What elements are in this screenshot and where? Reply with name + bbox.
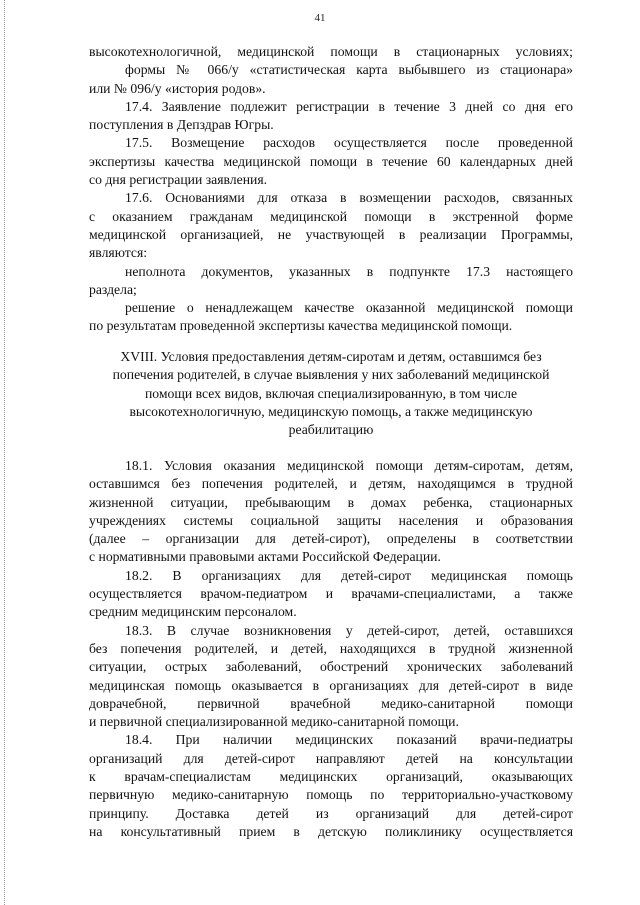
text-line: поступления в Депздрав Югры. bbox=[89, 117, 274, 133]
text-line: жизненной ситуации, пребывающим в домах ребенка, стационарных bbox=[89, 494, 573, 510]
text-line: со дня регистрации заявления. bbox=[89, 172, 268, 188]
text-line: (далее – организации для детей-сирот), определены в соответствии bbox=[89, 531, 573, 547]
text-line: формы № 066/у «статистическая карта выбывшего из стационара» bbox=[125, 62, 573, 78]
text-line: с нормативными правовыми актами Российской Федерации. bbox=[89, 549, 441, 565]
scan-edge-line bbox=[4, 0, 5, 905]
text-line: на консультативный прием в детскую поликлинику осуществляется bbox=[89, 823, 573, 839]
text-line: учреждениях системы социальной защиты населения и образования bbox=[89, 512, 573, 528]
text-line: и первичной специализированной медико-санитарной помощи. bbox=[89, 714, 459, 730]
text-line: экспертизы качества медицинской помощи в течение 60 календарных дней bbox=[89, 153, 573, 169]
text-line: ситуации, острых заболеваний, обострений хронических заболеваний bbox=[89, 659, 573, 675]
text-line: по результатам проведенной экспертизы качества медицинской помощи. bbox=[89, 318, 513, 334]
section-heading bbox=[89, 348, 573, 439]
text-line: 18.3. В случае возникновения у детей-сирот, детей, оставшихся bbox=[125, 622, 573, 638]
text-line: высокотехнологичной, медицинской помощи в стационарных условиях; bbox=[89, 44, 573, 59]
heading-line: XVIII. Условия предоставления детям-сиротам и детям, оставшимся без bbox=[120, 349, 542, 364]
heading-line: помощи всех видов, включая специализированную, в том числе bbox=[144, 385, 518, 401]
text-line: 17.6. Основаниями для отказа в возмещении расходов, связанных bbox=[125, 190, 573, 206]
top-text-block bbox=[89, 43, 573, 336]
text-line: 18.4. При наличии медицинских показаний врачи-педиатры bbox=[125, 732, 573, 748]
text-line: с оказанием гражданам медицинской помощи в экстренной форме bbox=[89, 208, 573, 224]
text-line: доврачебной, первичной врачебной медико-санитарной помощи bbox=[89, 695, 573, 711]
text-line: раздела; bbox=[89, 281, 137, 297]
text-line: медицинской организацией, не участвующей в реализации Программы, bbox=[89, 226, 573, 242]
text-line: средним медицинским персоналом. bbox=[89, 604, 297, 620]
text-line: организаций для детей-сирот направляют детей на консультации bbox=[89, 750, 573, 766]
heading-line: попечения родителей, в случае выявления у них заболеваний медицинской bbox=[112, 367, 550, 383]
text-line: являются: bbox=[89, 245, 148, 261]
text-line: 18.1. Условия оказания медицинской помощи детям-сиротам, детям, bbox=[125, 458, 573, 473]
text-line: первичную медико-санитарную помощь по территориально-участковому bbox=[89, 787, 573, 803]
text-line: принципу. Доставка детей из организаций для детей-сирот bbox=[89, 805, 573, 821]
text-line: или № 096/у «история родов». bbox=[89, 80, 266, 96]
text-line: осуществляется врачом-педиатром и врачами-специалистами, а также bbox=[89, 586, 573, 602]
text-line: 17.4. Заявление подлежит регистрации в течение 3 дней со дня его bbox=[125, 98, 573, 114]
text-line: неполнота документов, указанных в подпункте 17.3 настоящего bbox=[125, 263, 573, 279]
heading-line: высокотехнологичную, медицинскую помощь, а также медицинскую bbox=[129, 403, 533, 419]
text-line: без попечения родителей, и детей, находящихся в трудной жизненной bbox=[89, 640, 573, 656]
text-line: оставшимся без попечения родителей, и детям, находящимся в трудной bbox=[89, 476, 573, 492]
text-line: решение о ненадлежащем качестве оказанной медицинской помощи bbox=[125, 300, 573, 316]
heading-line: реабилитацию bbox=[288, 422, 374, 438]
text-line: медицинская помощь оказывается в организациях для детей-сирот в виде bbox=[89, 677, 573, 693]
page-number: 41 bbox=[314, 12, 326, 24]
text-line: к врачам-специалистам медицинских организаций, оказывающих bbox=[89, 769, 573, 785]
text-line: 17.5. Возмещение расходов осуществляется после проведенной bbox=[125, 135, 573, 151]
text-line: 18.2. В организациях для детей-сирот медицинская помощь bbox=[125, 567, 573, 583]
section-body bbox=[89, 457, 573, 841]
